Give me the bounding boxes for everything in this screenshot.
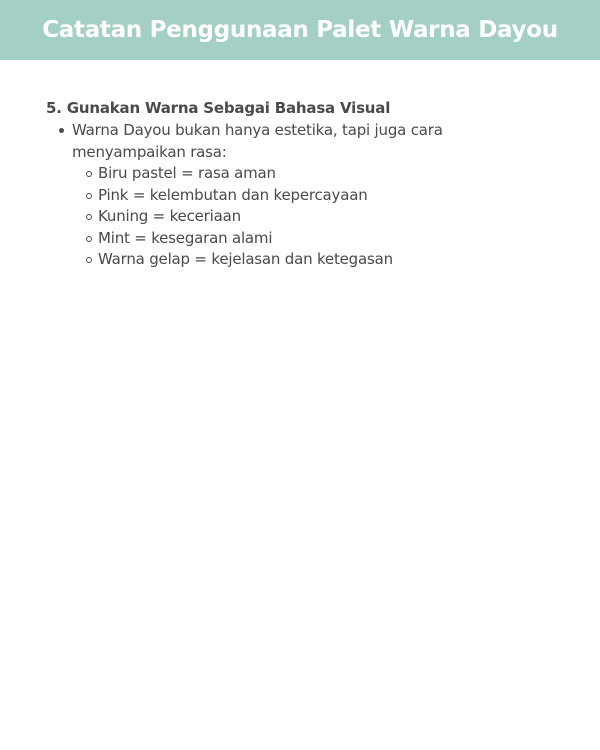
sub-list-item bbox=[98, 206, 546, 228]
hollow-circle-icon bbox=[86, 171, 92, 177]
hollow-circle-icon bbox=[86, 193, 92, 199]
page-title: Catatan Penggunaan Palet Warna Dayou bbox=[42, 17, 558, 43]
hollow-circle-icon bbox=[86, 214, 92, 220]
sub-list-item bbox=[98, 185, 546, 207]
header-banner bbox=[0, 0, 600, 60]
sub-list-item bbox=[98, 249, 546, 271]
section-heading: 5. Gunakan Warna Sebagai Bahasa Visual bbox=[46, 99, 391, 117]
sub-item-text: Biru pastel = rasa aman bbox=[98, 164, 276, 182]
hollow-circle-icon bbox=[86, 257, 92, 263]
sub-item-text: Mint = kesegaran alami bbox=[98, 228, 273, 247]
bullet-item bbox=[46, 120, 546, 163]
hollow-circle-icon bbox=[86, 236, 92, 242]
sub-item-text: Kuning = keceriaan bbox=[98, 207, 241, 226]
sub-list-item bbox=[98, 163, 546, 185]
sub-item-text: Pink = kelembutan dan kepercayaan bbox=[98, 185, 368, 204]
bullet-text: Warna Dayou bukan hanya estetika, tapi juga cara menyampaikan rasa: bbox=[72, 121, 443, 161]
bullet-dot-icon bbox=[59, 128, 64, 133]
sub-list bbox=[46, 163, 546, 271]
sub-item-text: Warna gelap = kejelasan dan ketegasan bbox=[98, 250, 393, 269]
content-section bbox=[46, 98, 546, 271]
sub-list-item bbox=[98, 228, 546, 250]
